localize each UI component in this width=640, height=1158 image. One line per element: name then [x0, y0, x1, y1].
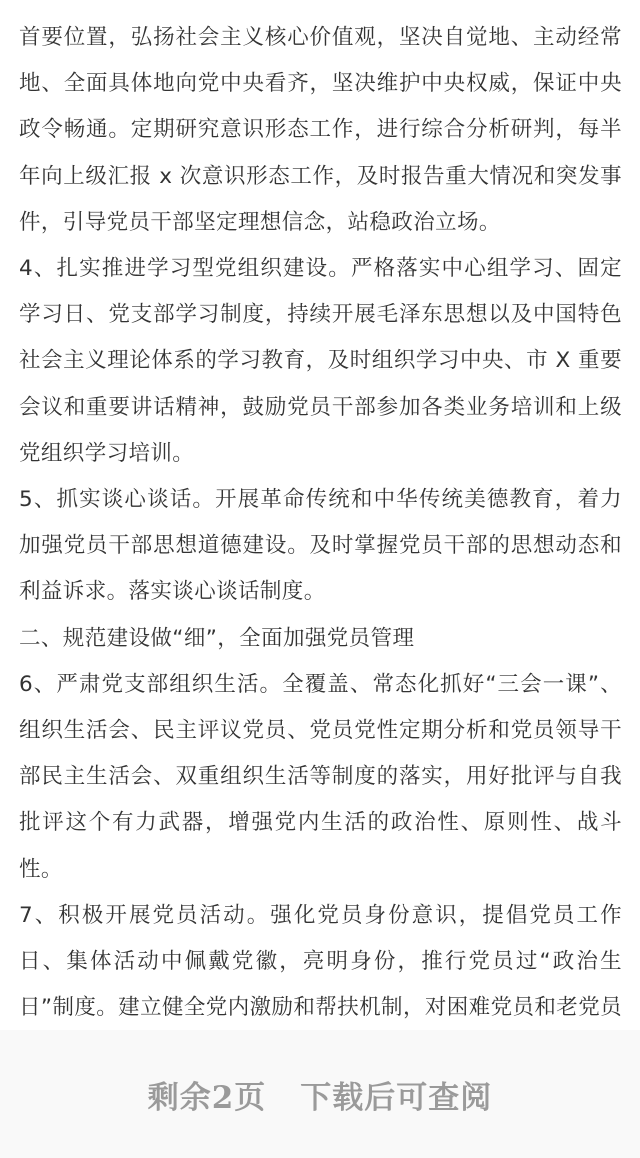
- paragraph-1: 首要位置，弘扬社会主义核心价值观，坚决自觉地、主动经常地、全面具体地向党中央看齐，坚决维护中央权威，保证中央政令畅通。定期研究意识形态工作，进行综合分析研判，每半年向上级汇报 x 次意识形态工作，及时报告重大情况和突发事件，引导党员干部坚定理想信念，站稳政治立场。: [19, 25, 622, 235]
- paragraph-2: 4、扎实推进学习型党组织建设。严格落实中心组学习、固定学习日、党支部学习制度，持续开展毛泽东思想以及中国特色社会主义理论体系的学习教育，及时组织学习中央、市 X 重要会议和重要讲话精神，鼓励党员干部参加各类业务培训和上级党组织学习培训。: [19, 256, 622, 466]
- section-heading: 二、规范建设做“细”，全面加强党员管理: [19, 625, 415, 651]
- paragraph-3: 5、抓实谈心谈话。开展革命传统和中华传统美德教育，着力加强党员干部思想道德建设。及时掌握党员干部的思想动态和利益诉求。落实谈心谈话制度。: [19, 487, 622, 605]
- paragraph-5: 7、积极开展党员活动。强化党员身份意识，提倡党员工作日、集体活动中佩戴党徽，亮明身份，推行党员过“政治生日”制度。建立健全党内激励和帮扶机制，对困难党员和老党员: [19, 902, 622, 1021]
- paragraph-4: 6、严肃党支部组织生活。全覆盖、常态化抓好“三会一课”、组织生活会、民主评议党员、党员党性定期分析和党员领导干部民主生活会、双重组织生活等制度的落实，用好批评与自我批评这个有力武器，增强党内生活的政治性、原则性、战斗性。: [19, 671, 622, 882]
- remaining-pages-label: 剩余2页: [147, 1080, 267, 1116]
- download-to-view-label: 下载后可查阅: [300, 1080, 493, 1116]
- download-prompt-button[interactable]: [0, 1072, 640, 1117]
